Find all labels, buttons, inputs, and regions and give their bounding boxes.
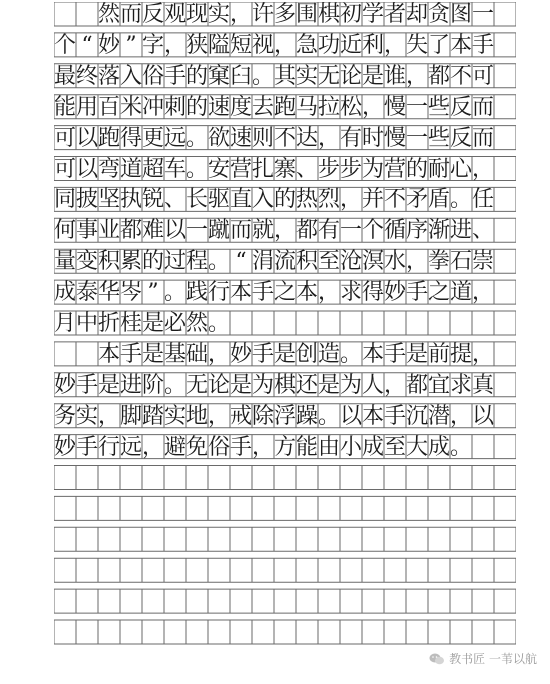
essay-line: 务实，脚踏实地，戒除浮躁。以本手沉潜，以 xyxy=(54,403,495,429)
essay-line: 成泰华岑 ” 。践行本手之本，求得妙手之道， xyxy=(54,280,495,306)
essay-line: 何事业都难以一蹴而就，都有一个循序渐进、 xyxy=(54,218,495,244)
essay-line: 月中折桂是必然。 xyxy=(54,311,231,336)
essay-line: 最终落入俗手的窠臼。其实无论是谁，都不可 xyxy=(54,63,495,89)
watermark-text: 教书匠 一苇以航 xyxy=(449,652,537,666)
essay-line: 能用百米冲刺的速度去跑马拉松，慢一些反而 xyxy=(54,94,495,120)
composition-paper xyxy=(54,2,516,651)
watermark xyxy=(426,649,540,668)
essay-line: 本手是基础，妙手是创造。本手是前提， xyxy=(98,341,495,367)
essay-line: 个 “ 妙 ” 字，狭隘短视，急功近利，失了本手 xyxy=(54,32,495,58)
essay-line: 量变积累的过程。 “ 涓流积至沧溟水，拳石崇 xyxy=(54,249,495,275)
essay-line: 可以跑得更远。欲速则不达，有时慢一些反而 xyxy=(54,125,495,151)
essay-line: 可以弯道超车。安营扎寨、步步为营的耐心， xyxy=(54,156,495,182)
essay-line: 妙手行远，避免俗手，方能由小成至大成。 xyxy=(54,434,473,460)
essay-line: 然而反观现实，许多围棋初学者却贪图一 xyxy=(98,2,495,27)
wechat-icon xyxy=(429,652,445,666)
essay-line: 妙手是进阶。无论是为棋还是为人，都宜求真 xyxy=(54,372,495,398)
essay-line: 同披坚执锐、长驱直入的热烈，并不矛盾。任 xyxy=(54,187,495,213)
